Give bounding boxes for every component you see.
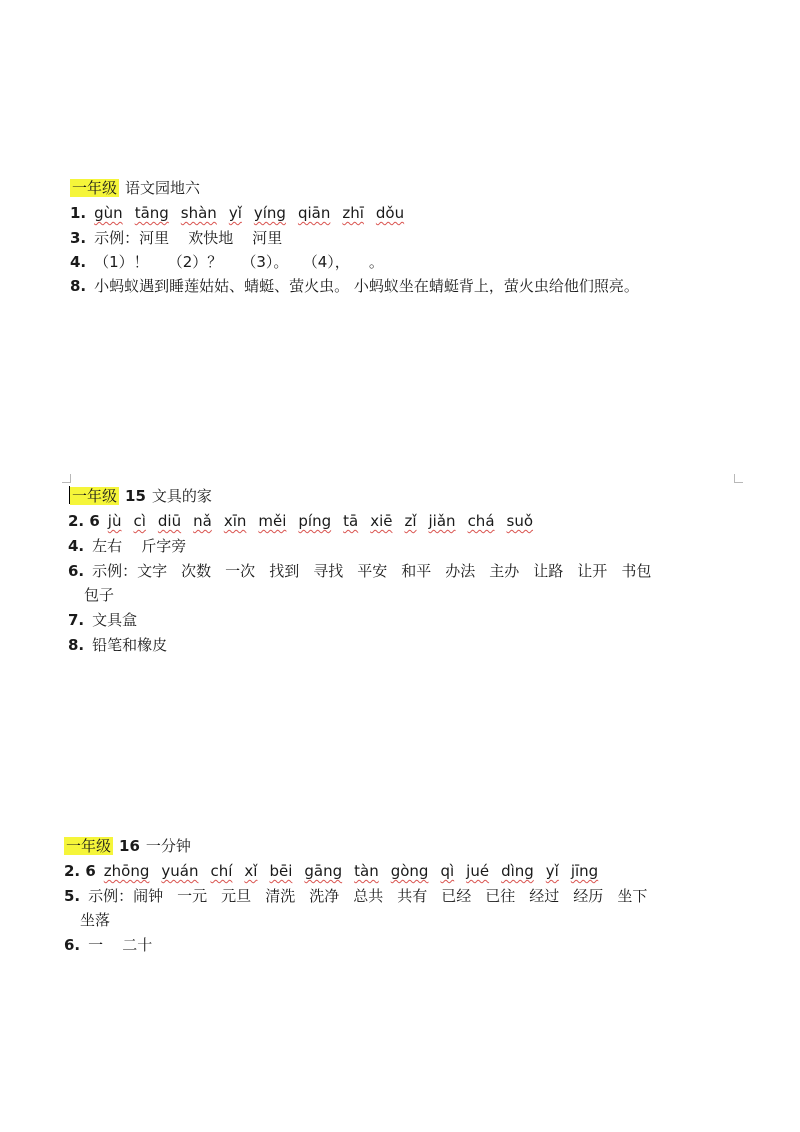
- word-item: 和平: [401, 562, 432, 580]
- question-3: [70, 228, 282, 250]
- pinyin-item: chí: [210, 862, 233, 880]
- word-item: 示例：文字: [92, 562, 168, 580]
- pinyin-item: xiē: [370, 512, 393, 530]
- word-item: 一元: [177, 887, 208, 905]
- question-8: [68, 635, 167, 657]
- lesson-title: 文具的家: [151, 487, 212, 505]
- pinyin-item: zǐ: [404, 512, 417, 530]
- answer-text: （1）！ （2）？ （3）。 （4）， 。: [94, 253, 384, 271]
- word-item: 示例：闹钟: [88, 887, 164, 905]
- pinyin-item: gāng: [304, 862, 343, 880]
- pinyin-item: bēi: [269, 862, 293, 880]
- pinyin-list: [94, 204, 416, 222]
- pinyin-item: yuán: [161, 862, 199, 880]
- pinyin-item: tāng: [134, 204, 169, 222]
- answer-text: 铅笔和橡皮: [92, 636, 168, 654]
- word-list: [88, 887, 661, 905]
- pinyin-item: cì: [133, 512, 146, 530]
- answer-text: 左右 斤字旁: [92, 537, 187, 555]
- grade-badge: 一年级: [72, 487, 118, 505]
- pinyin-item: zhī: [342, 204, 364, 222]
- question-number: 2. 6: [68, 512, 100, 530]
- word-item: 书包: [621, 562, 652, 580]
- pinyin-item: diū: [157, 512, 182, 530]
- pinyin-item: dǒu: [375, 204, 405, 222]
- question-number: 3.: [70, 229, 87, 247]
- word-item: 一次: [225, 562, 256, 580]
- pinyin-item: zhōng: [103, 862, 150, 880]
- word-item: 清洗: [265, 887, 296, 905]
- grade-badge: 一年级: [66, 837, 112, 855]
- pinyin-item: tā: [343, 512, 359, 530]
- pinyin-list: [108, 512, 545, 530]
- question-number: 8.: [68, 636, 85, 654]
- question-number: 4.: [68, 537, 85, 555]
- pinyin-item: qì: [440, 862, 455, 880]
- question-4: [70, 252, 384, 274]
- question-number: 7.: [68, 611, 85, 629]
- pinyin-item: jué: [466, 862, 490, 880]
- answer-text: 示例：河里 欢快地 河里: [94, 229, 283, 247]
- answer-text: 包子: [84, 586, 115, 604]
- question-6: [64, 935, 152, 957]
- question-number: 8.: [70, 277, 87, 295]
- pinyin-item: xǐ: [244, 862, 258, 880]
- question-2: [68, 511, 545, 533]
- pinyin-item: jiǎn: [428, 512, 456, 530]
- pinyin-item: nǎ: [193, 512, 212, 530]
- question-number: 4.: [70, 253, 87, 271]
- page-corner-mark: [62, 474, 71, 483]
- question-4: [68, 536, 186, 558]
- question-2: [64, 861, 610, 883]
- pinyin-item: měi: [258, 512, 287, 530]
- lesson-title: 一分钟: [145, 837, 191, 855]
- answer-text: 文具盒: [92, 611, 138, 629]
- answer-text: 小蚂蚁遇到睡莲姑姑、蜻蜓、萤火虫。 小蚂蚁坐在蜻蜓背上，萤火虫给他们照亮。: [94, 277, 639, 295]
- word-item: 总共: [353, 887, 384, 905]
- question-7: [68, 610, 137, 632]
- question-6: [68, 561, 665, 583]
- question-5: [64, 886, 661, 908]
- section-title: [70, 486, 212, 508]
- word-item: 让开: [577, 562, 608, 580]
- pinyin-item: yíng: [253, 204, 286, 222]
- word-item: 元旦: [221, 887, 252, 905]
- answer-text: 一 二十: [88, 936, 153, 954]
- pinyin-item: suǒ: [506, 512, 534, 530]
- section-title: [64, 836, 191, 858]
- question-number: 6.: [64, 936, 81, 954]
- word-item: 坐下: [617, 887, 648, 905]
- pinyin-item: shàn: [180, 204, 217, 222]
- page-corner-mark: [734, 474, 743, 483]
- lesson-number: 15: [125, 487, 146, 505]
- pinyin-item: dìng: [501, 862, 534, 880]
- grade-badge: 一年级: [72, 179, 118, 197]
- word-item: 洗净: [309, 887, 340, 905]
- question-number: 1.: [70, 204, 87, 222]
- pinyin-list: [104, 862, 610, 880]
- word-item: 办法: [445, 562, 476, 580]
- question-number: 5.: [64, 887, 81, 905]
- word-item: 已往: [485, 887, 516, 905]
- question-5-continued: [80, 910, 110, 932]
- word-list: [92, 562, 665, 580]
- pinyin-item: chá: [467, 512, 495, 530]
- pinyin-item: píng: [298, 512, 332, 530]
- pinyin-item: jù: [107, 512, 122, 530]
- question-6-continued: [84, 585, 114, 607]
- word-item: 经过: [529, 887, 560, 905]
- question-8: [70, 276, 639, 298]
- lesson-number: 16: [119, 837, 140, 855]
- pinyin-item: gùn: [94, 204, 123, 222]
- pinyin-item: tàn: [354, 862, 379, 880]
- word-item: 让路: [533, 562, 564, 580]
- pinyin-item: yǐ: [228, 204, 242, 222]
- word-item: 平安: [357, 562, 388, 580]
- question-number: 6.: [68, 562, 85, 580]
- pinyin-item: jīng: [570, 862, 599, 880]
- answer-text: 坐落: [80, 911, 111, 929]
- pinyin-item: xīn: [223, 512, 247, 530]
- word-item: 共有: [397, 887, 428, 905]
- question-number: 2. 6: [64, 862, 96, 880]
- question-1: [70, 203, 416, 225]
- word-item: 次数: [181, 562, 212, 580]
- pinyin-item: yǐ: [545, 862, 559, 880]
- pinyin-item: qiān: [297, 204, 331, 222]
- pinyin-item: gòng: [390, 862, 429, 880]
- section-title: [70, 178, 200, 200]
- word-item: 已经: [441, 887, 472, 905]
- lesson-title: 语文园地六: [125, 179, 201, 197]
- word-item: 主办: [489, 562, 520, 580]
- word-item: 找到: [269, 562, 300, 580]
- word-item: 经历: [573, 887, 604, 905]
- word-item: 寻找: [313, 562, 344, 580]
